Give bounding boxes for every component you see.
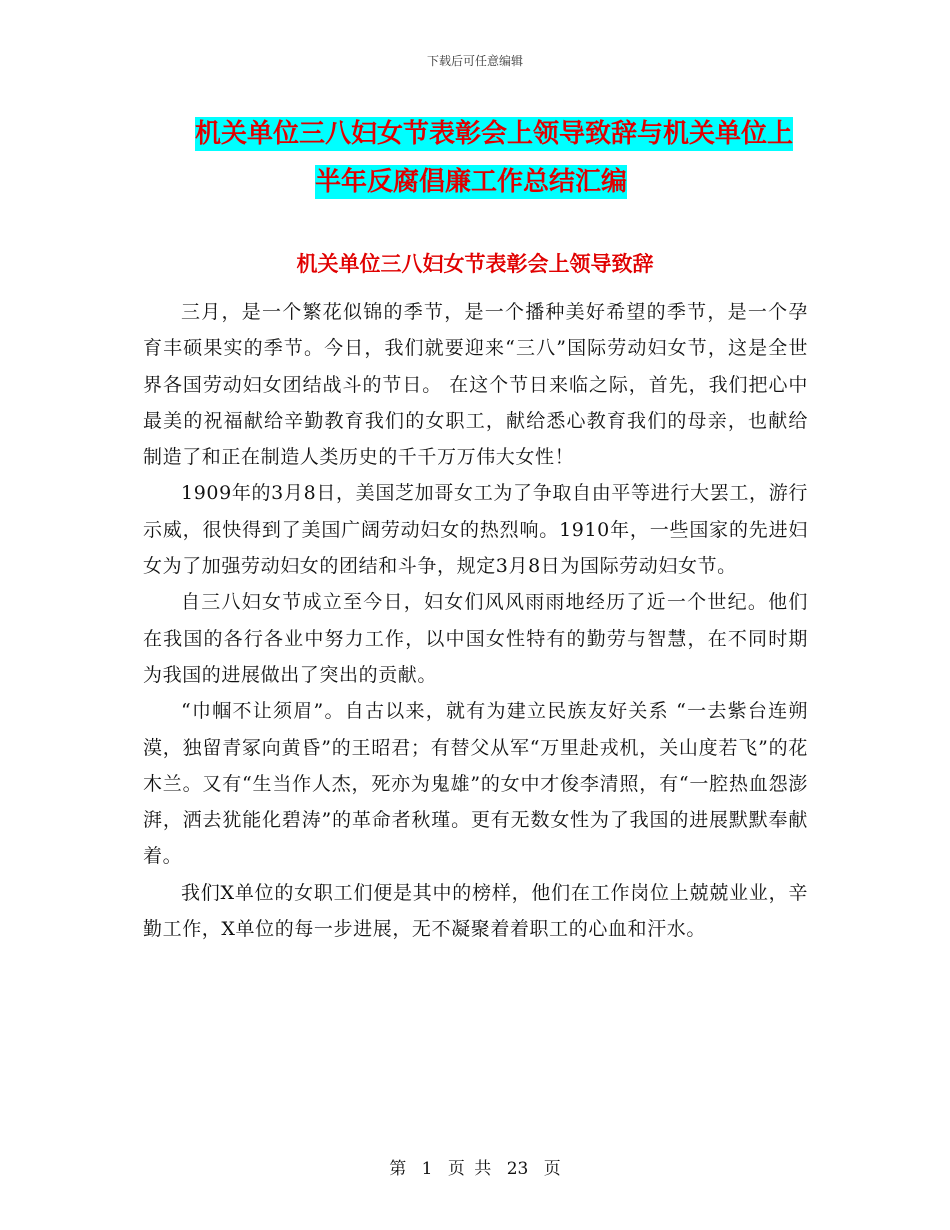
paragraph: “巾帼不让须眉”。自古以来，就有为建立民族友好关系 “一去紫台连朔漠，独留青冢向黄昏”的王昭君；有替父从军“万里赴戎机，关山度若飞”的花木兰。又有“生当作人杰，死亦为鬼雄”的女中才俊李清照，有“一腔热血怨澎湃，洒去犹能化碧涛”的革命者秋瑾。更有无数女性为了我国的进展默默奉献着。 (143, 700, 808, 868)
title-line-2: 半年反腐倡廉工作总结汇编 (315, 167, 628, 197)
page-footer (0, 1154, 950, 1179)
body-text (143, 294, 808, 947)
footer-middle: 页 共 (447, 1159, 492, 1179)
page-number: 1 (421, 1159, 433, 1179)
title-line-1: 机关单位三八妇女节表彰会上领导致辞与机关单位上 (195, 119, 794, 149)
header-note: 下载后可任意编辑 (426, 54, 523, 68)
paragraph: 自三八妇女节成立至今日，妇女们风风雨雨地经历了近一个世纪。他们在我国的各行各业中努力工作，以中国女性特有的勤劳与智慧，在不同时期为我国的进展做出了突出的贡献。 (143, 591, 808, 686)
document-title (140, 110, 820, 206)
footer-prefix: 第 (389, 1159, 407, 1179)
paragraph: 三月，是一个繁花似锦的季节，是一个播种美好希望的季节，是一个孕育丰硕果实的季节。今日，我们就要迎来“三八”国际劳动妇女节，这是全世界各国劳动妇女团结战斗的节日。 在这个节日来临之际，首先，我们把心中最美的祝福献给辛勤教育我们的女职工，献给悉心教育我们的母亲，也献给制造了和正在制造人类历史的千千万万伟大女性！ (143, 301, 808, 469)
total-pages: 23 (506, 1159, 529, 1179)
paragraph: 1909年的3月8日，美国芝加哥女工为了争取自由平等进行大罢工，游行示威，很快得到了美国广阔劳动妇女的热烈响。1910年，一些国家的先进妇女为了加强劳动妇女的团结和斗争，规定3月8日为国际劳动妇女节。 (143, 482, 808, 578)
footer-suffix: 页 (543, 1159, 561, 1179)
section-title: 机关单位三八妇女节表彰会上领导致辞 (296, 252, 654, 276)
paragraph: 我们X单位的女职工们便是其中的榜样，他们在工作岗位上兢兢业业，辛勤工作，X单位的每一步进展，无不凝聚着着职工的心血和汗水。 (143, 881, 808, 941)
